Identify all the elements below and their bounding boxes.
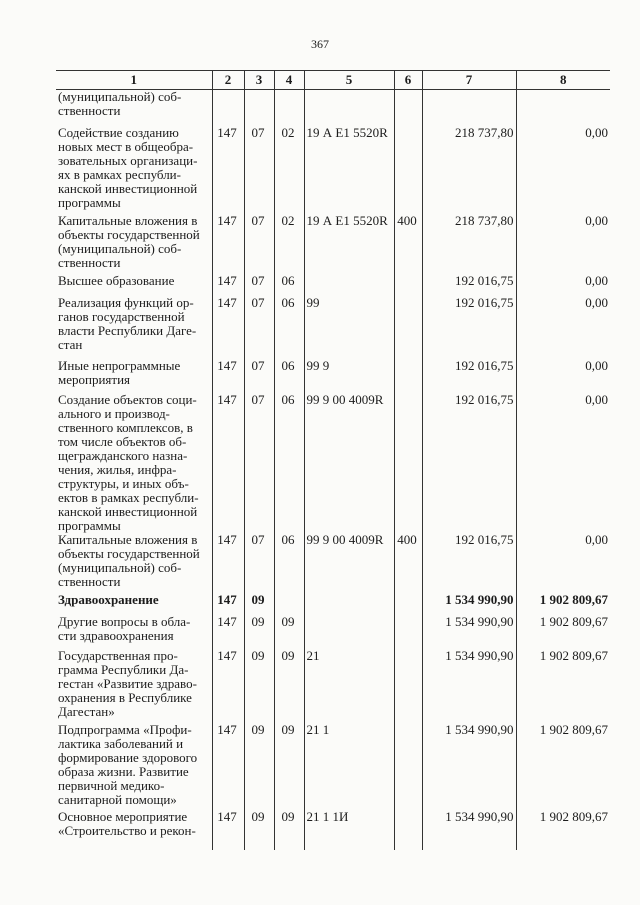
row-rz: 07 <box>244 214 274 274</box>
row-csr: 99 9 00 4009R <box>304 393 394 533</box>
row-sum-2024: 1 902 809,67 <box>516 615 610 649</box>
row-rz: 09 <box>244 593 274 615</box>
row-pr: 06 <box>274 359 304 393</box>
row-rz: 09 <box>244 615 274 649</box>
header-col-1: 1 <box>56 71 212 90</box>
header-col-7: 7 <box>422 71 516 90</box>
row-rz: 07 <box>244 533 274 593</box>
row-ved: 147 <box>212 359 244 393</box>
row-sum-2024: 0,00 <box>516 274 610 296</box>
row-vr <box>394 126 422 214</box>
row-csr <box>304 90 394 126</box>
row-sum-2023: 1 534 990,90 <box>422 810 516 850</box>
row-ved: 147 <box>212 214 244 274</box>
row-ved: 147 <box>212 274 244 296</box>
header-row <box>56 71 610 90</box>
header-col-5: 5 <box>304 71 394 90</box>
header-col-2: 2 <box>212 71 244 90</box>
table-row <box>56 274 610 296</box>
row-sum-2023: 218 737,80 <box>422 214 516 274</box>
row-ved <box>212 90 244 126</box>
row-sum-2024: 0,00 <box>516 393 610 533</box>
row-name: Капитальные вложения в объекты государственной (муниципальной) соб- ственности <box>58 212 200 270</box>
row-sum-2024: 0,00 <box>516 214 610 274</box>
row-ved: 147 <box>212 723 244 810</box>
row-csr: 21 1 1И <box>304 810 394 850</box>
row-ved: 147 <box>212 126 244 214</box>
table-row <box>56 649 610 723</box>
row-vr <box>394 296 422 359</box>
row-name: Капитальные вложения в объекты государственной (муниципальной) соб- ственности <box>58 531 200 589</box>
row-name: Высшее образование <box>58 272 175 288</box>
row-pr: 06 <box>274 533 304 593</box>
row-rz: 07 <box>244 274 274 296</box>
row-vr <box>394 393 422 533</box>
row-rz: 07 <box>244 126 274 214</box>
row-pr: 06 <box>274 274 304 296</box>
row-csr <box>304 593 394 615</box>
row-sum-2023: 192 016,75 <box>422 393 516 533</box>
header-col-4: 4 <box>274 71 304 90</box>
header-col-8: 8 <box>516 71 610 90</box>
row-vr: 400 <box>394 214 422 274</box>
row-sum-2023: 192 016,75 <box>422 296 516 359</box>
row-pr: 06 <box>274 393 304 533</box>
row-name: (муниципальной) соб- ственности <box>58 89 182 118</box>
row-name: Другие вопросы в обла- сти здравоохранения <box>58 613 191 643</box>
row-pr <box>274 90 304 126</box>
row-sum-2023 <box>422 90 516 126</box>
row-vr <box>394 810 422 850</box>
row-csr: 21 1 <box>304 723 394 810</box>
row-pr <box>274 593 304 615</box>
row-vr <box>394 615 422 649</box>
row-vr <box>394 593 422 615</box>
row-sum-2024: 1 902 809,67 <box>516 723 610 810</box>
table-row <box>56 214 610 274</box>
row-name: Здравоохранение <box>58 591 159 607</box>
row-ved: 147 <box>212 810 244 850</box>
row-name: Основное мероприятие «Строительство и рекон- <box>58 808 196 838</box>
table-row <box>56 533 610 593</box>
row-vr <box>394 649 422 723</box>
row-rz: 09 <box>244 810 274 850</box>
row-ved: 147 <box>212 593 244 615</box>
row-sum-2024: 1 902 809,67 <box>516 810 610 850</box>
row-sum-2024: 0,00 <box>516 359 610 393</box>
table-row <box>56 90 610 126</box>
table-row <box>56 723 610 810</box>
row-pr: 06 <box>274 296 304 359</box>
row-name: Содействие созданию новых мест в общеобра- зовательных организаци- ях в рамках республи- канской инвестиционной программы <box>58 124 198 210</box>
row-sum-2023: 1 534 990,90 <box>422 593 516 615</box>
table-row <box>56 393 610 533</box>
row-csr: 21 <box>304 649 394 723</box>
row-csr: 99 9 00 4009R <box>304 533 394 593</box>
row-rz <box>244 90 274 126</box>
row-sum-2023: 1 534 990,90 <box>422 723 516 810</box>
row-pr: 09 <box>274 810 304 850</box>
table-row <box>56 296 610 359</box>
table-row <box>56 359 610 393</box>
row-rz: 09 <box>244 723 274 810</box>
row-pr: 09 <box>274 649 304 723</box>
row-ved: 147 <box>212 393 244 533</box>
table-row <box>56 126 610 214</box>
row-vr <box>394 723 422 810</box>
row-sum-2024: 0,00 <box>516 296 610 359</box>
row-csr: 99 <box>304 296 394 359</box>
row-ved: 147 <box>212 649 244 723</box>
row-ved: 147 <box>212 615 244 649</box>
table-row <box>56 810 610 850</box>
row-name: Иные непрограммные мероприятия <box>58 357 181 387</box>
table-row <box>56 593 610 615</box>
row-pr: 09 <box>274 615 304 649</box>
row-vr <box>394 274 422 296</box>
row-sum-2024: 1 902 809,67 <box>516 593 610 615</box>
row-vr <box>394 90 422 126</box>
row-sum-2023: 192 016,75 <box>422 533 516 593</box>
row-pr: 02 <box>274 214 304 274</box>
row-sum-2023: 1 534 990,90 <box>422 649 516 723</box>
row-sum-2023: 1 534 990,90 <box>422 615 516 649</box>
row-sum-2023: 192 016,75 <box>422 274 516 296</box>
row-ved: 147 <box>212 533 244 593</box>
row-rz: 07 <box>244 296 274 359</box>
row-sum-2024: 0,00 <box>516 126 610 214</box>
row-vr <box>394 359 422 393</box>
row-sum-2024: 1 902 809,67 <box>516 649 610 723</box>
row-csr: 19 А Е1 5520R <box>304 214 394 274</box>
row-csr: 19 А Е1 5520R <box>304 126 394 214</box>
row-name: Подпрограмма «Профи- лактика заболеваний и формирование здорового образа жизни. Развитие первичной медико- санитарной помощи» <box>58 721 198 807</box>
row-sum-2024 <box>516 90 610 126</box>
page-number: 367 <box>311 37 329 51</box>
table-body <box>56 90 610 850</box>
row-rz: 09 <box>244 649 274 723</box>
row-ved: 147 <box>212 296 244 359</box>
row-name: Реализация функций ор- ганов государственной власти Республики Даге- стан <box>58 294 197 352</box>
row-name: Создание объектов соци- ального и производ- ственного комплексов, в том числе объектов об- щегражданского назна- чения, жилья, инфра- структуры, и иных объ- ектов в рамках республи- канской инвестиционной программы <box>58 391 199 533</box>
header-col-3: 3 <box>244 71 274 90</box>
budget-table <box>56 70 610 850</box>
table-row <box>56 615 610 649</box>
row-pr: 02 <box>274 126 304 214</box>
row-name: Государственная про- грамма Республики Да- гестан «Развитие здраво- охранения в Республике Дагестан» <box>58 647 197 719</box>
row-csr: 99 9 <box>304 359 394 393</box>
row-sum-2023: 218 737,80 <box>422 126 516 214</box>
row-csr <box>304 615 394 649</box>
row-csr <box>304 274 394 296</box>
row-sum-2023: 192 016,75 <box>422 359 516 393</box>
row-rz: 07 <box>244 393 274 533</box>
row-rz: 07 <box>244 359 274 393</box>
row-vr: 400 <box>394 533 422 593</box>
row-pr: 09 <box>274 723 304 810</box>
header-col-6: 6 <box>394 71 422 90</box>
row-sum-2024: 0,00 <box>516 533 610 593</box>
